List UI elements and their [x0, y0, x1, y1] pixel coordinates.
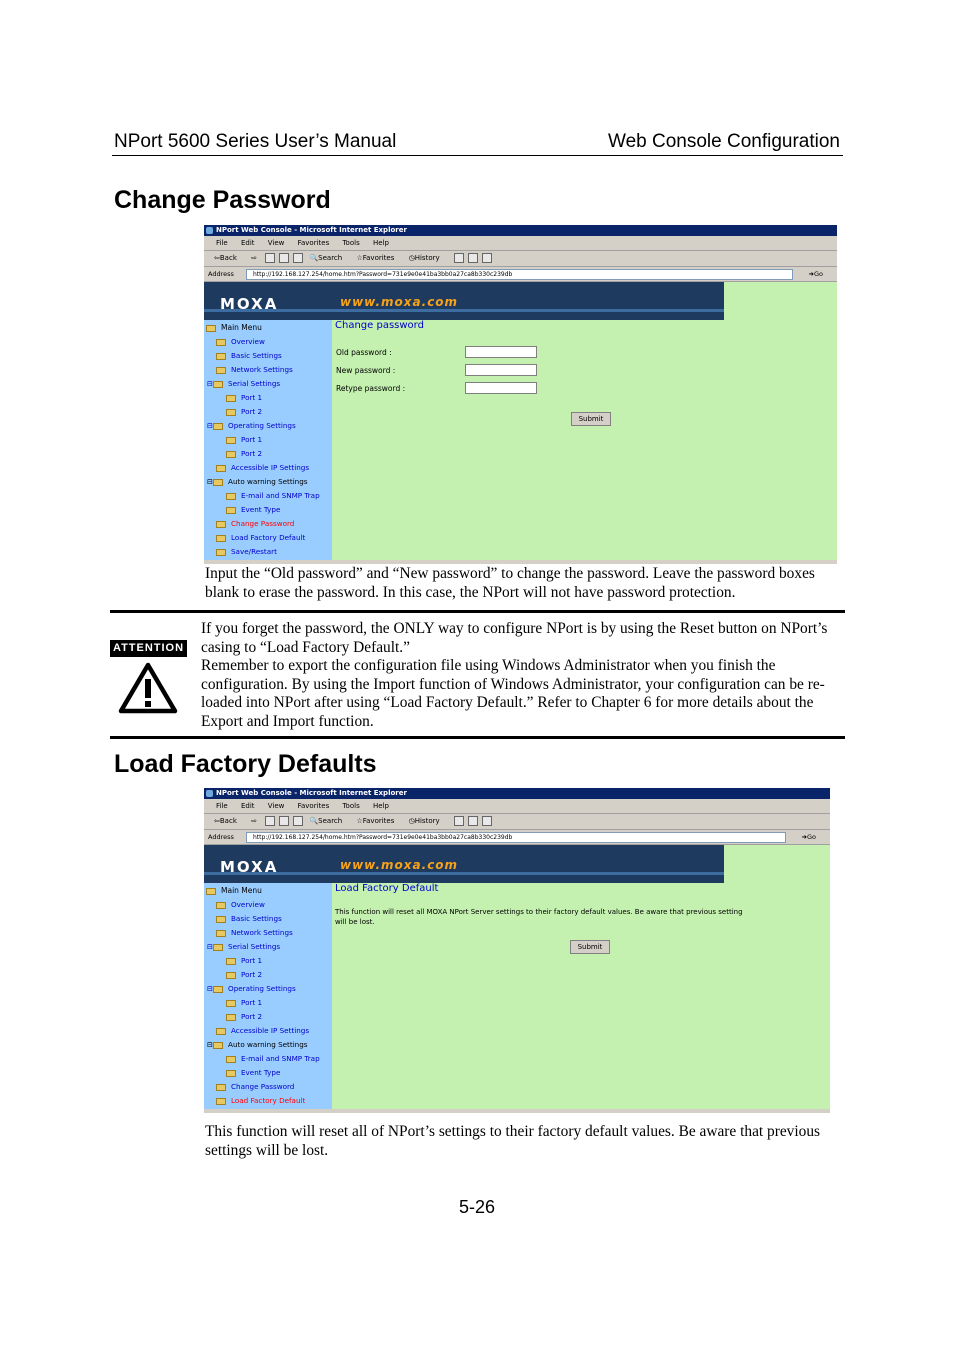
new-password-input[interactable] — [465, 364, 537, 376]
address-input[interactable]: http://192.168.127.254/home.htm?Password=731e9e0e41ba3bb0a27ca8b330c239db — [246, 269, 793, 280]
change-password-caption: Input the “Old password” and “New password” to change the password. Leave the password boxes blank to erase the password. In this case, the NPort will not have password protection. — [205, 565, 815, 601]
folder-icon — [216, 521, 226, 528]
folder-icon — [226, 958, 236, 965]
folder-icon — [226, 1056, 236, 1063]
sidebar-item-network-settings[interactable]: Network Settings — [216, 363, 293, 377]
retype-password-label: Retype password : — [336, 384, 406, 393]
search-button[interactable]: 🔍Search — [309, 817, 343, 825]
sidebar-menu — [204, 320, 332, 560]
folder-icon — [216, 535, 226, 542]
main-panel — [334, 883, 830, 1109]
folder-icon — [216, 1098, 226, 1105]
sidebar-item-load-factory-default[interactable]: Load Factory Default — [216, 531, 305, 545]
main-panel — [334, 320, 837, 560]
sidebar-item-overview[interactable]: Overview — [216, 335, 265, 349]
folder-icon — [226, 1070, 236, 1077]
page-number: 5-26 — [458, 1197, 496, 1217]
home-icon[interactable] — [293, 816, 303, 826]
folder-icon — [226, 493, 236, 500]
sidebar-item-serial-settings[interactable]: ⊟ Serial Settings — [207, 942, 281, 951]
back-button[interactable]: ⇦Back — [214, 254, 237, 262]
browser-screenshot-change-password — [204, 225, 837, 564]
back-button[interactable]: ⇦Back — [214, 817, 237, 825]
sidebar-item-network-settings[interactable]: Network Settings — [216, 926, 293, 940]
folder-icon — [206, 888, 216, 895]
mail-icon[interactable] — [454, 253, 464, 263]
folder-icon — [216, 339, 226, 346]
menu-bar — [204, 236, 837, 251]
old-password-input[interactable] — [465, 346, 537, 358]
edit-icon[interactable] — [482, 816, 492, 826]
sidebar-item-operating-port1[interactable]: Port 1 — [226, 996, 262, 1010]
stop-icon[interactable] — [265, 253, 275, 263]
sidebar-item-change-password[interactable]: Change Password — [216, 517, 294, 531]
sidebar-item-change-password[interactable]: Change Password — [216, 1080, 294, 1094]
ie-icon — [206, 227, 213, 234]
refresh-icon[interactable] — [279, 253, 289, 263]
window-title: NPort Web Console - Microsoft Internet Explorer — [216, 226, 407, 234]
folder-icon — [226, 972, 236, 979]
moxa-logo: MOXA — [220, 295, 279, 313]
sidebar-item-operating-port2[interactable]: Port 2 — [226, 447, 262, 461]
folder-open-icon — [213, 986, 223, 993]
header-rule — [112, 155, 843, 156]
menu-edit[interactable]: Edit — [240, 802, 255, 810]
sidebar-item-main-menu[interactable]: Main Menu — [206, 884, 332, 898]
folder-icon — [206, 325, 216, 332]
folder-open-icon — [213, 479, 223, 486]
window-title-bar — [204, 225, 837, 236]
attention-badge: ATTENTION — [110, 640, 187, 657]
folder-icon — [226, 409, 236, 416]
menu-file[interactable]: File — [216, 239, 228, 247]
ie-icon — [206, 790, 213, 797]
folder-open-icon — [213, 381, 223, 388]
page-content — [204, 883, 830, 1109]
menu-tools[interactable]: Tools — [342, 802, 360, 810]
sidebar-item-operating-settings[interactable]: ⊟ Operating Settings — [207, 984, 296, 993]
menu-help[interactable]: Help — [372, 802, 389, 810]
sidebar-item-basic-settings[interactable]: Basic Settings — [216, 349, 282, 363]
history-button[interactable]: ◷History — [408, 817, 440, 825]
window-title: NPort Web Console - Microsoft Internet Explorer — [216, 789, 407, 797]
retype-password-input[interactable] — [465, 382, 537, 394]
sidebar-item-save-restart[interactable]: Save/Restart — [216, 545, 277, 559]
folder-icon — [216, 367, 226, 374]
page-title: Load Factory Default — [335, 883, 439, 894]
address-bar — [204, 267, 837, 282]
attention-bottom-rule — [110, 736, 845, 739]
go-button[interactable]: ➜Go — [808, 270, 823, 278]
home-icon[interactable] — [293, 253, 303, 263]
window-title-bar — [204, 788, 830, 799]
moxa-banner — [204, 845, 830, 883]
sidebar-item-event-type[interactable]: Event Type — [226, 1066, 280, 1080]
attention-paragraph-2: Remember to export the configuration file using Windows Administrator when you finish the configuration. By using the Import function of Windows Administrator, your configuration can be re-loaded into NPort after using “Load Factory Default.” Refer to Chapter 6 for more details about the Export and Import function. — [201, 657, 825, 730]
sidebar-item-event-type[interactable]: Event Type — [226, 503, 280, 517]
menu-edit[interactable]: Edit — [240, 239, 255, 247]
search-button[interactable]: 🔍Search — [309, 254, 343, 262]
moxa-logo: MOXA — [220, 858, 279, 876]
sidebar-item-auto-warning[interactable]: ⊟ Auto warning Settings — [207, 1040, 308, 1049]
menu-tools[interactable]: Tools — [342, 239, 360, 247]
address-input[interactable]: http://192.168.127.254/home.htm?Password=731e9e0e41ba3bb0a27ca8b330c239db — [246, 832, 786, 843]
sidebar-item-accessible-ip[interactable]: Accessible IP Settings — [216, 1024, 309, 1038]
sidebar-item-email-snmp[interactable]: E-mail and SNMP Trap — [226, 1052, 320, 1066]
sidebar-item-accessible-ip[interactable]: Accessible IP Settings — [216, 461, 309, 475]
browser-screenshot-load-factory-default — [204, 788, 830, 1113]
menu-view[interactable]: View — [267, 802, 285, 810]
load-factory-caption: This function will reset all of NPort’s settings to their factory default values. Be aware that previous settings will be lost. — [205, 1123, 821, 1159]
folder-open-icon — [213, 423, 223, 430]
favorites-button[interactable]: ☆Favorites — [356, 254, 395, 262]
folder-icon — [216, 902, 226, 909]
manual-title: NPort 5600 Series User’s Manual — [114, 131, 397, 152]
print-icon[interactable] — [468, 253, 478, 263]
menu-help[interactable]: Help — [372, 239, 389, 247]
section-title-load-factory-defaults: Load Factory Defaults — [114, 750, 377, 778]
refresh-icon[interactable] — [279, 816, 289, 826]
section-title-change-password: Change Password — [114, 186, 331, 214]
sidebar-item-serial-port1[interactable]: Port 1 — [226, 391, 262, 405]
moxa-url: www.moxa.com — [340, 295, 459, 309]
address-label: Address — [208, 833, 234, 841]
browser-toolbar — [204, 251, 837, 267]
sidebar-item-main-menu[interactable]: Main Menu — [206, 321, 332, 335]
reset-description-cont: will be lost. — [335, 918, 375, 926]
sidebar-item-serial-port2[interactable]: Port 2 — [226, 405, 262, 419]
warning-icon — [118, 662, 178, 714]
edit-icon[interactable] — [482, 253, 492, 263]
sidebar-item-serial-settings[interactable]: ⊟ Serial Settings — [207, 379, 281, 388]
chapter-title: Web Console Configuration — [607, 131, 840, 152]
reset-description: This function will reset all MOXA NPort Server settings to their factory default values. Be aware that previous setting — [335, 908, 743, 916]
attention-paragraph-1: If you forget the password, the ONLY way to configure NPort is by using the Reset button on NPort’s casing to “Load Factory Default.” — [201, 620, 828, 656]
sidebar-item-operating-settings[interactable]: ⊟ Operating Settings — [207, 421, 296, 430]
folder-icon — [226, 1014, 236, 1021]
folder-icon — [216, 1028, 226, 1035]
folder-icon — [226, 1000, 236, 1007]
menu-bar — [204, 799, 830, 814]
menu-view[interactable]: View — [267, 239, 285, 247]
page-content — [204, 320, 837, 560]
forward-icon[interactable]: ⇨ — [251, 254, 257, 262]
page-title: Change password — [335, 320, 424, 331]
browser-toolbar — [204, 814, 830, 830]
attention-top-rule — [110, 610, 845, 613]
stop-icon[interactable] — [265, 816, 275, 826]
folder-icon — [226, 507, 236, 514]
menu-file[interactable]: File — [216, 802, 228, 810]
folder-icon — [216, 465, 226, 472]
moxa-banner — [204, 282, 837, 320]
folder-icon — [226, 437, 236, 444]
history-button[interactable]: ◷History — [408, 254, 440, 262]
folder-icon — [226, 395, 236, 402]
old-password-label: Old password : — [336, 348, 392, 357]
favorites-button[interactable]: ☆Favorites — [356, 817, 395, 825]
menu-favorites[interactable]: Favorites — [297, 239, 330, 247]
go-button[interactable]: ➜Go — [801, 833, 816, 841]
menu-favorites[interactable]: Favorites — [297, 802, 330, 810]
sidebar-menu — [204, 883, 332, 1109]
sidebar-item-operating-port2[interactable]: Port 2 — [226, 1010, 262, 1024]
new-password-label: New password : — [336, 366, 396, 375]
folder-open-icon — [213, 944, 223, 951]
moxa-url: www.moxa.com — [340, 858, 459, 872]
sidebar-item-operating-port1[interactable]: Port 1 — [226, 433, 262, 447]
mail-icon[interactable] — [454, 816, 464, 826]
sidebar-item-serial-port2[interactable]: Port 2 — [226, 968, 262, 982]
attention-text — [201, 620, 841, 731]
sidebar-item-overview[interactable]: Overview — [216, 898, 265, 912]
sidebar-item-load-factory-default[interactable]: Load Factory Default — [216, 1094, 305, 1108]
address-label: Address — [208, 270, 234, 278]
folder-icon — [226, 451, 236, 458]
folder-icon — [216, 1084, 226, 1091]
forward-icon[interactable]: ⇨ — [251, 817, 257, 825]
folder-icon — [216, 353, 226, 360]
submit-button[interactable]: Submit — [571, 412, 611, 426]
folder-open-icon — [213, 1042, 223, 1049]
folder-icon — [216, 916, 226, 923]
sidebar-item-auto-warning[interactable]: ⊟ Auto warning Settings — [207, 477, 308, 486]
sidebar-item-serial-port1[interactable]: Port 1 — [226, 954, 262, 968]
print-icon[interactable] — [468, 816, 478, 826]
folder-icon — [216, 549, 226, 556]
sidebar-item-basic-settings[interactable]: Basic Settings — [216, 912, 282, 926]
address-bar — [204, 830, 830, 845]
submit-button[interactable]: Submit — [570, 940, 610, 954]
sidebar-item-email-snmp[interactable]: E-mail and SNMP Trap — [226, 489, 320, 503]
folder-icon — [216, 930, 226, 937]
